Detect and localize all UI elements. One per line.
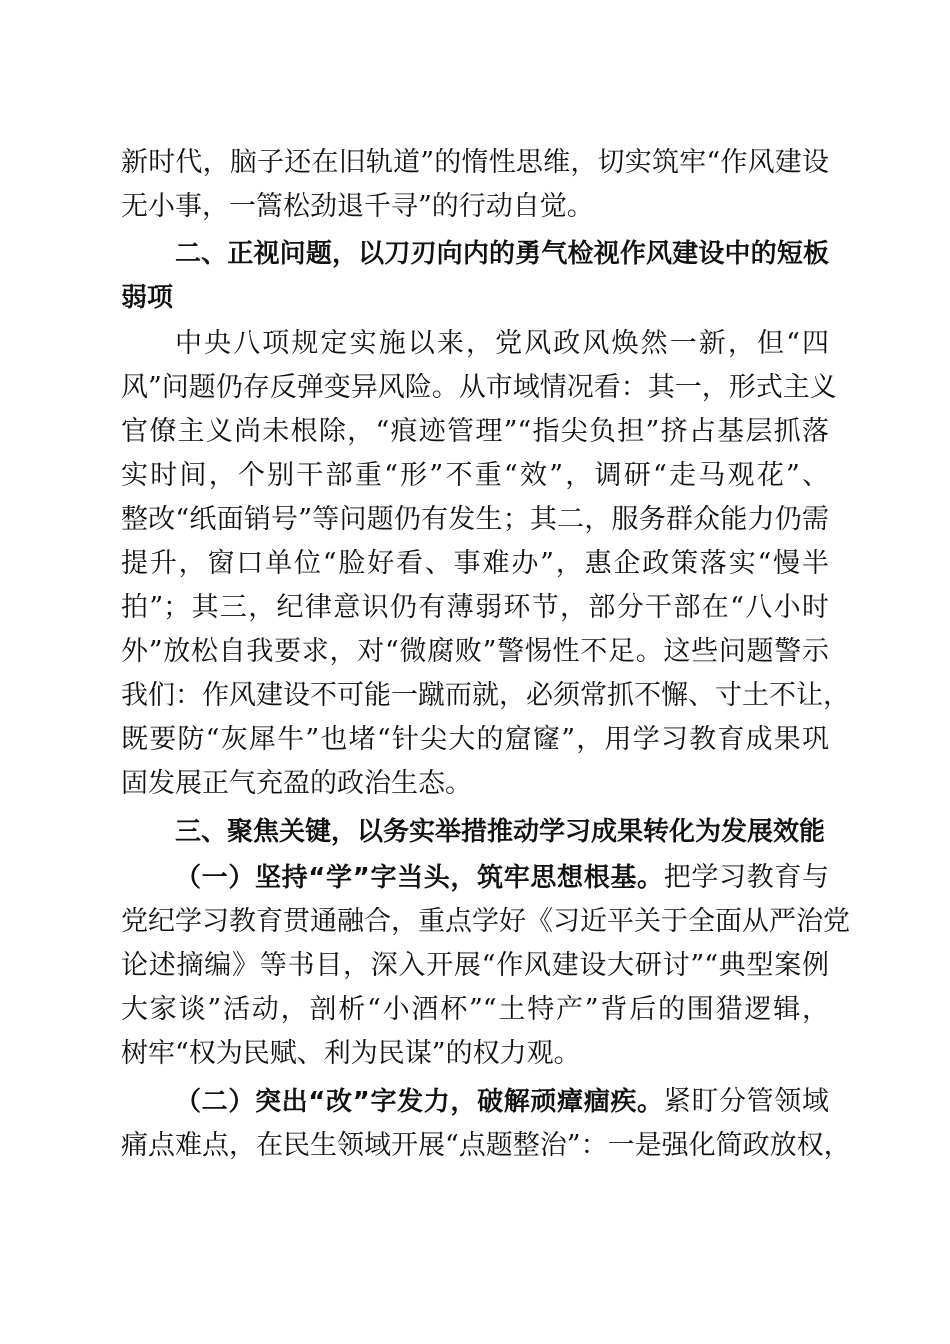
section-heading: 弱项 — [121, 283, 174, 313]
body-line: 痛点难点，在民生领域开展“点题整治”：一是强化简政放权， — [121, 1130, 851, 1161]
body-line: 树牢“权为民赋、利为民谋”的权力观。 — [121, 1038, 581, 1069]
body-line: 固发展正气充盈的政治生态。 — [121, 768, 472, 799]
subsection-line — [175, 856, 829, 900]
body-line: 整改“纸面销号”等问题仍有发生；其二，服务群众能力仍需 — [121, 504, 829, 535]
body-line: 大家谈”活动，剖析“小酒杯”“土特产”背后的围猎逻辑， — [121, 994, 829, 1025]
section-heading: 三、聚焦关键，以务实举措推动学习成果转化为发展效能 — [175, 817, 826, 847]
body-line: 既要防“灰犀牛”也堵“针尖大的窟窿”，用学习教育成果巩 — [121, 724, 829, 755]
subsection-title: （一）坚持“学”字当头，筑牢思想根基。 — [175, 863, 664, 893]
body-line: 外”放松自我要求，对“微腐败”警惕性不足。这些问题警示 — [121, 636, 829, 667]
body-line: 官僚主义尚未根除，“痕迹管理”“指尖负担”挤占基层抓落 — [121, 416, 829, 447]
body-line: 我们：作风建设不可能一蹴而就，必须常抓不懈、寸土不让， — [121, 680, 850, 711]
body-text: 把学习教育与 — [663, 862, 829, 893]
body-line: 新时代，脑子还在旧轨道”的惰性思维，切实筑牢“作风建设 — [121, 147, 829, 178]
body-text: 紧盯分管领域 — [663, 1086, 829, 1117]
body-line: 风”问题仍存反弹变异风险。从市域情况看：其一，形式主义 — [121, 372, 837, 403]
subsection-title: （二）突出“改”字发力，破解顽瘴痼疾。 — [175, 1087, 664, 1117]
section-heading: 二、正视问题，以刀刃向内的勇气检视作风建设中的短板 — [175, 239, 829, 269]
body-line: 提升，窗口单位“脸好看、事难办”，惠企政策落实“慢半 — [121, 548, 829, 579]
body-line: 论述摘编》等书目，深入开展“作风建设大研讨”“典型案例 — [121, 950, 829, 981]
body-line: 无小事，一篙松劲退千寻”的行动自觉。 — [121, 191, 594, 222]
body-line: 实时间，个别干部重“形”不重“效”，调研“走马观花”、 — [121, 460, 829, 491]
body-line: 拍”；其三，纪律意识仍有薄弱环节，部分干部在“八小时 — [121, 592, 829, 623]
body-line: 党纪学习教育贯通融合，重点学好《习近平关于全面从严治党 — [121, 906, 850, 937]
body-line: 中央八项规定实施以来，党风政风焕然一新，但“四 — [175, 328, 829, 359]
subsection-line — [175, 1080, 829, 1124]
